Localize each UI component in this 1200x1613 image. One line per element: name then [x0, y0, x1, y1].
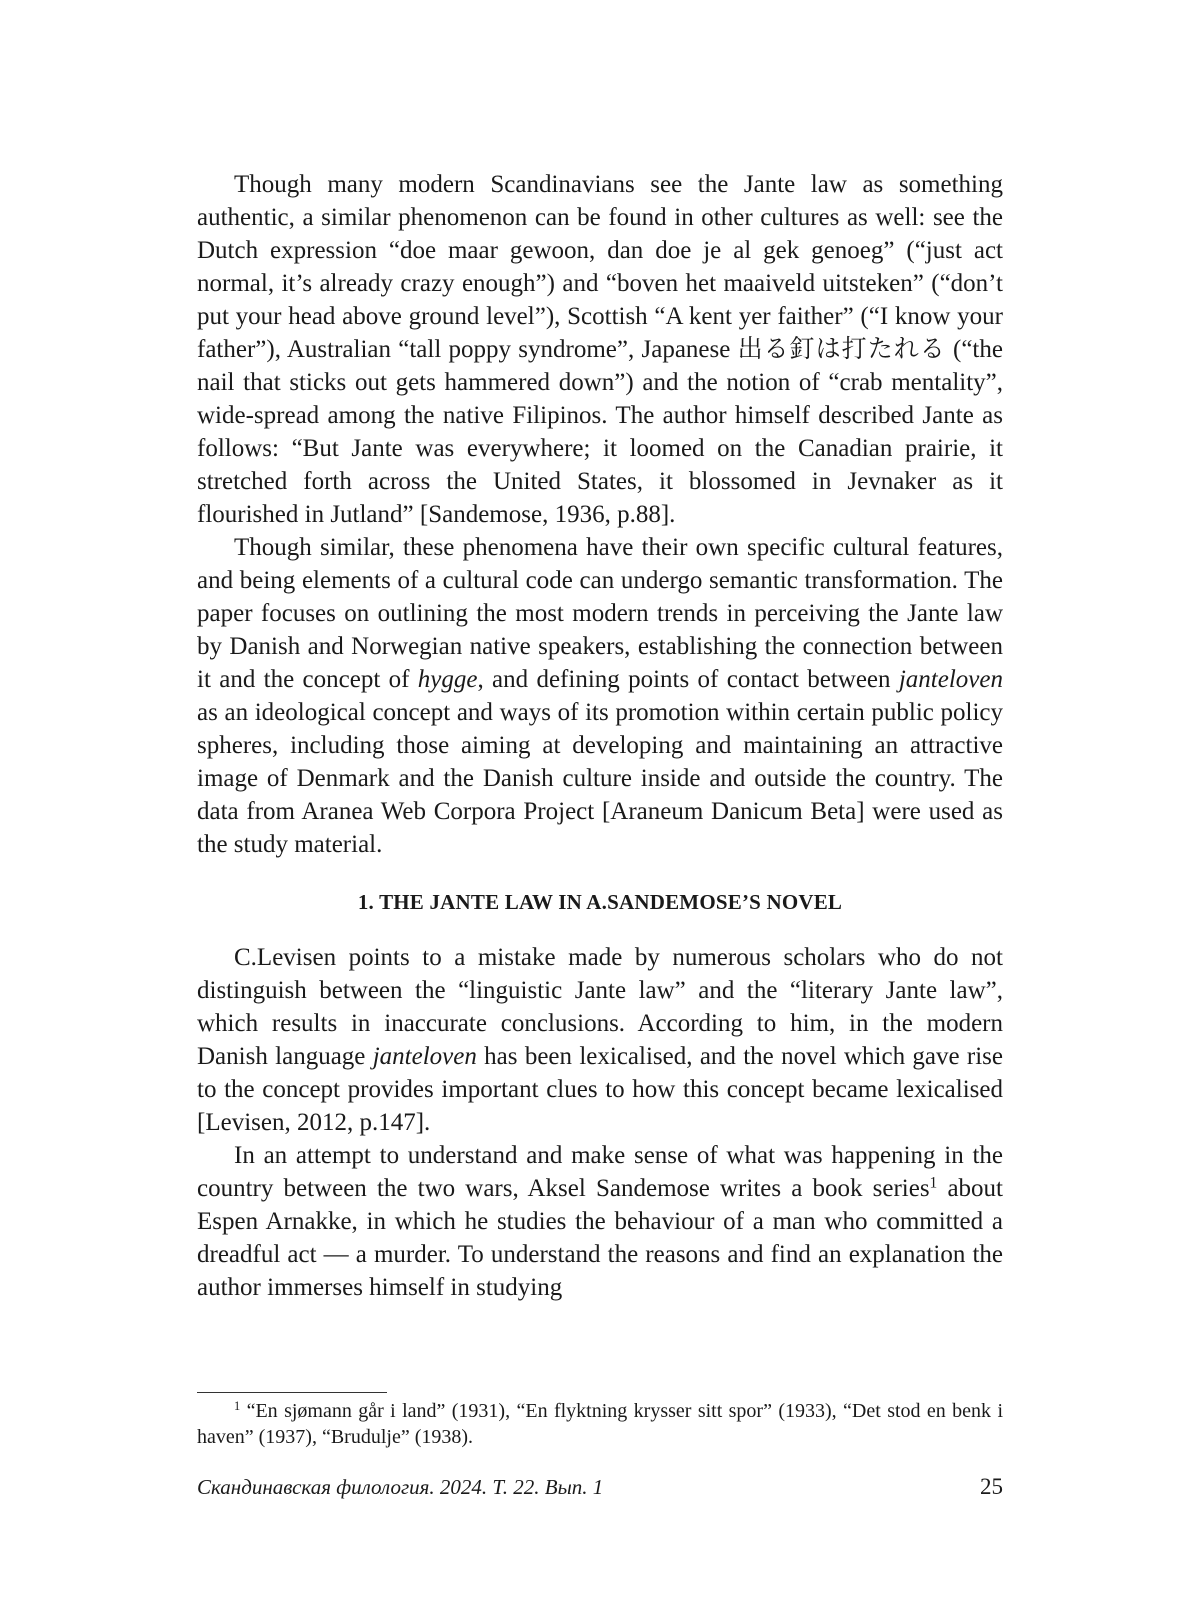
page-number: 25 [980, 1474, 1003, 1499]
japanese-proverb: 出る釘は打たれる [737, 336, 946, 363]
journal-citation: Скандинавская филология. 2024. Т. 22. Вып. 1 [197, 1475, 604, 1499]
section-heading: 1. THE JANTE LAW IN A.SANDEMOSE’S NOVEL [357, 890, 843, 914]
paragraph-2: Though similar, these phenomena have their own specific cultural features, and being elements of a cultural code can undergo semantic transformation. The paper focuses on outlining the most modern trends in perceiving the Jante law by Danish and Norwegian native speakers, establishing the connection between it and the concept of hygge, and defining points of contact between janteloven as an ideological concept and ways of its promotion within certain public policy spheres, including those aiming at developing and maintaining an attractive image of Denmark and the Danish culture inside and outside the country. The data from Aranea Web Corpora Project [Araneum Danicum Beta] were used as the study material. [197, 534, 1003, 858]
term-janteloven: janteloven [372, 1043, 477, 1070]
paragraph-1: Though many modern Scandinavians see the Jante law as something authentic, a similar phenomenon can be found in other cultures as well: see the Dutch expression “doe maar gewoon, dan doe je al gek genoeg” (“just act normal, it’s already crazy enough”) and “boven het maaiveld uitsteken” (“don’t put your head above ground level”), Scottish “A kent yer faither” (“I know your father”), Australian “tall poppy syndrome”, Japanese 出る釘は打たれる (“the nail that sticks out gets hammered down”) and the notion of “crab mentality”, wide-spread among the native Filipinos. The author himself described Jante as follows: “But Jante was everywhere; it loomed on the Canadian prairie, it stretched forth across the United States, it blossomed in Jevnaker as it flourished in Jutland” [Sandemose, 1936, p.88]. [197, 171, 1003, 528]
term-janteloven: janteloven [898, 666, 1003, 693]
footnote-reference[interactable]: 1 [929, 1174, 938, 1192]
paragraph-4: In an attempt to understand and make sense of what was happening in the country between the two wars, Aksel Sandemose writes a book series$^1$ about Espen Arnakke, in which he studies the behaviour of a man who committed a dreadful act — a murder. To understand the reasons and find an explanation the author immerses himself in studying [197, 1142, 1003, 1301]
footnote-text: “En sjømann går i land” (1931), “En flyktning krysser sitt spor” (1933), “Det stod en benk i haven” (1937), “Brudulje” (1938). [197, 1400, 1003, 1448]
term-hygge: hygge [417, 666, 478, 693]
footnote-divider [197, 1392, 387, 1393]
footnote-number: 1 [234, 1399, 241, 1414]
footnotes [197, 1398, 1003, 1450]
paragraph-3: C.Levisen points to a mistake made by numerous scholars who do not distinguish between the “linguistic Jante law” and the “literary Jante law”, which results in inaccurate conclusions. According to him, in the modern Danish language janteloven has been lexicalised, and the novel which gave rise to the concept provides important clues to how this concept became lexicalised [Levisen, 2012, p.147]. [197, 944, 1004, 1136]
main-text [197, 168, 1003, 1304]
page-footer [197, 1474, 1003, 1500]
footnote-1 [197, 1398, 1003, 1450]
